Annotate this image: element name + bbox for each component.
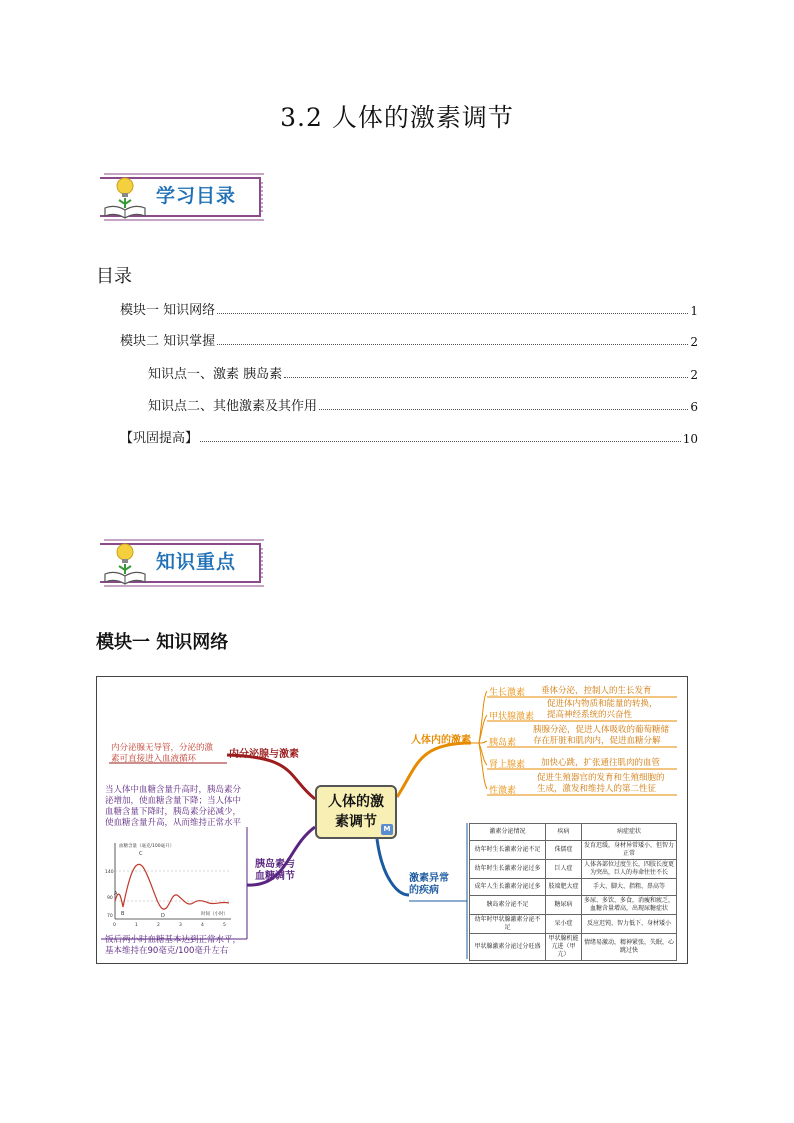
branch-note-line: 血糖含量下降时，胰岛素分泌减少， [105,807,242,817]
hormone-desc-line: 垂体分泌，控制人的生长发育 [541,686,652,696]
y-axis-label: 血糖含量（毫克/100毫升） [119,844,175,849]
branch-note-bottom [105,935,241,957]
table-header-cell: 疾病 [546,824,582,841]
knowledge-mindmap [96,676,688,964]
hormone-desc-line: 促进生殖器官的发育和生殖细胞的 [537,773,665,783]
toc-item-page: 10 [682,432,698,446]
toc-item-text: 模块二 知识掌握 [120,334,216,349]
curve-point-label: B [121,911,125,917]
hormone-desc [541,758,660,769]
branch-note [105,785,241,829]
hormone-tag: 生长激素 [489,688,526,698]
curve-point-label: D [161,913,165,919]
hormone-desc-line: 提高神经系统的兴奋性 [547,710,633,720]
toc-leader-dots [217,344,688,345]
toc-item-text: 知识点二、其他激素及其作用 [148,399,318,414]
x-tick-label: 0 [113,923,116,928]
curve-point-label: A [114,891,118,897]
toc-item-text: 【巩固提高】 [120,431,199,446]
table-cell: 甲状腺机能亢进（甲亢） [546,934,582,961]
toc-item-page: 2 [690,368,698,382]
table-cell: 幼年时生长激素分泌不足 [470,841,546,860]
hormone-desc [541,686,652,697]
toc-leader-dots [319,409,688,410]
page-title: 3.2 人体的激素调节 [280,103,514,132]
toc-item-text: 模块一 知识网络 [120,303,216,318]
y-tick-label: 140 [105,870,114,875]
x-tick-label: 3 [179,923,182,928]
curve-point-label: C [139,851,143,857]
table-cell: 肢端肥大症 [546,879,582,896]
table-cell: 发育迟缓，身材异常矮小，但智力正常 [582,841,677,860]
toc-item[interactable] [148,364,698,382]
banner-label: 学习目录 [156,185,237,207]
hormone-desc-line: 加快心跳，扩张通往肌肉的血管 [541,758,661,768]
toc-leader-dots [284,377,688,378]
y-tick-label: 90 [107,896,113,901]
toc-item-page: 6 [690,400,698,414]
hormone-desc-line: 生成，激发和维持人的第二性征 [537,784,657,794]
x-tick-label: 1 [135,923,138,928]
branch-label-line: 的疾病 [409,885,439,896]
hormone-desc-line: 促进体内物质和能量的转换， [547,699,658,709]
table-row [470,896,677,915]
branch-note-line: 使血糖含量升高，从而维持正常水平 [105,818,242,828]
branch-note-line: 饭后两小时血糖基本达到正常水平， [105,935,242,945]
table-header-row [470,824,677,841]
hormone-tag: 甲状腺激素 [489,712,535,722]
y-tick-label: 70 [107,914,113,919]
table-cell: 多尿、多饮、多食，消瘦和疲乏，血糖含量增高，出现尿糖症状 [582,896,677,915]
toc-item[interactable] [148,396,698,414]
banner-label: 知识重点 [156,551,237,573]
lightbulb-book-icon [100,540,150,586]
hormone-desc-line: 胰腺分泌，促进人体吸收的葡萄糖储 [533,725,670,735]
toc-item[interactable] [120,331,698,349]
toc-item-text: 知识点一、激素 胰岛素 [148,367,283,382]
mindmap-badge: M [381,824,393,835]
x-tick-label: 5 [223,923,226,928]
table-cell: 呆小症 [546,915,582,934]
toc-leader-dots [200,441,681,442]
table-cell: 情绪易激动，精神紧张，失眠，心跳过快 [582,934,677,961]
hormone-desc [533,725,669,747]
section-banner-key-knowledge [96,536,266,588]
branch-label-line: 血糖调节 [255,871,295,882]
table-row [470,915,677,934]
table-cell: 巨人症 [546,860,582,879]
hormone-disease-table [469,823,677,961]
table-cell: 糖尿病 [546,896,582,915]
table-cell: 手大、脚大、指粗、鼻高等 [582,879,677,896]
branch-label: 内分泌腺与激素 [229,749,299,760]
toc-heading: 目录 [96,266,132,287]
branch-note-line: 素可直接进入血液循环 [111,754,197,764]
table-cell: 侏儒症 [546,841,582,860]
x-tick-label: 4 [201,923,204,928]
section-banner-study-directory [96,170,266,222]
toc-leader-dots [217,313,688,314]
x-axis-label: 时间（小时） [201,912,228,917]
table-row [470,934,677,961]
center-node-line2: 素调节 [335,814,377,830]
table-cell: 胰岛素分泌不足 [470,896,546,915]
module-title: 模块一 知识网络 [96,632,229,653]
branch-note-line: 当人体中血糖含量升高时，胰岛素分 [105,785,242,795]
toc-item[interactable] [120,300,698,318]
hormone-desc-line: 存在肝脏和肌肉内，促进血糖分解 [533,736,661,746]
hormone-tag: 胰岛素 [489,738,517,748]
table-row [470,879,677,896]
branch-label [409,873,449,897]
hormone-tag: 肾上腺素 [489,760,526,770]
table-cell: 人体各部位过度生长，四肢长度更为突出，巨人的寿命往往不长 [582,860,677,879]
table-cell: 幼年时甲状腺激素分泌不足 [470,915,546,934]
branch-note-line: 泌增加，使血糖含量下降；当人体中 [105,796,242,806]
table-header-cell: 病症症状 [582,824,677,841]
hormone-tag: 性激素 [489,786,517,796]
table-cell: 幼年时生长激素分泌过多 [470,860,546,879]
table-cell: 甲状腺激素分泌过分旺盛 [470,934,546,961]
x-tick-label: 2 [157,923,160,928]
toc-item[interactable] [120,428,698,446]
table-cell: 反应迟钝、智力低下、身材矮小 [582,915,677,934]
toc-item-page: 2 [690,335,698,349]
branch-label-line: 胰岛素与 [255,859,295,870]
mindmap-center-node [315,785,397,839]
branch-label: 人体内的激素 [411,735,471,746]
lightbulb-book-icon [100,174,150,220]
hormone-desc [547,699,658,721]
branch-label [255,859,295,883]
table-cell: 成年人生长激素分泌过多 [470,879,546,896]
center-node-line1: 人体的激 [328,794,384,810]
branch-note-line: 内分泌腺无导管，分泌的激 [111,743,214,753]
branch-note-line: 基本维持在90毫克/100毫升左右 [105,946,229,956]
table-row [470,860,677,879]
branch-note [111,743,213,765]
table-row [470,841,677,860]
toc-item-page: 1 [690,304,698,318]
blood-glucose-graph [105,837,235,933]
hormone-desc [537,773,665,795]
branch-label-line: 激素异常 [409,873,449,884]
table-header-cell: 激素分泌情况 [470,824,546,841]
